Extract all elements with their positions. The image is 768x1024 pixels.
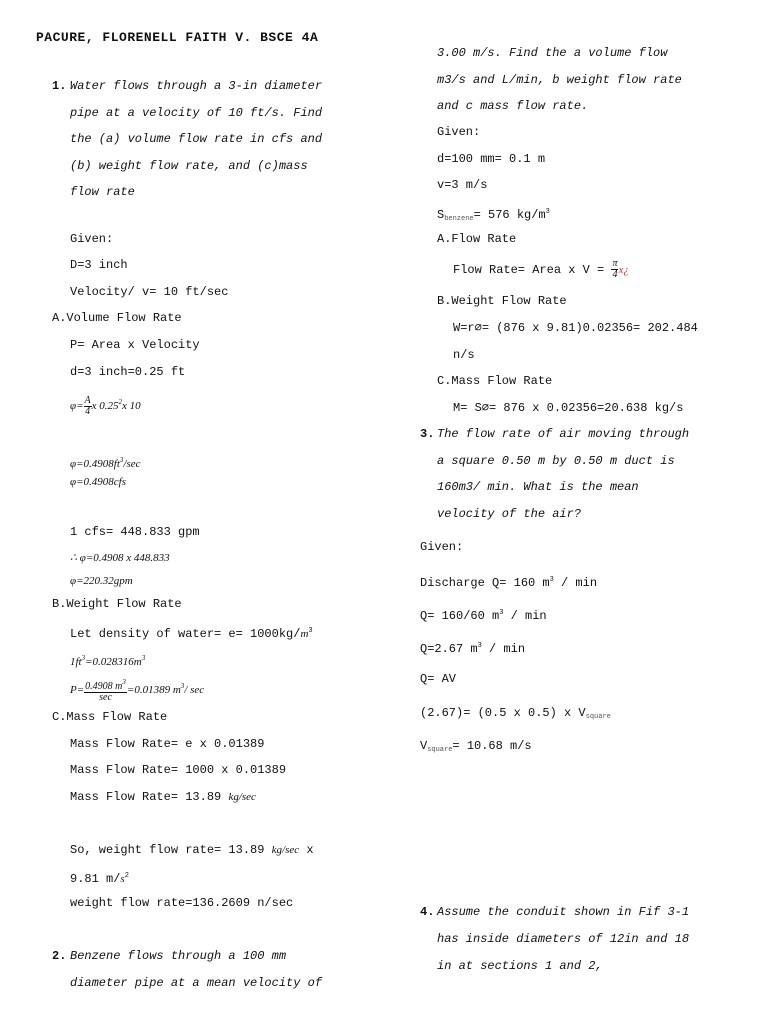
- s-exponent: 3: [545, 208, 550, 216]
- given-label: Given:: [420, 540, 464, 554]
- equation-ft3: [70, 650, 145, 670]
- problem-1-line: the (a) volume flow rate in cfs and: [70, 132, 323, 146]
- velocity-symbol: V: [420, 739, 428, 753]
- eq-term: =0.01389 m: [126, 684, 181, 696]
- discharge-text: Q=2.67 m: [420, 642, 478, 656]
- density-text: Let density of water= e= 1000kg/: [70, 627, 301, 641]
- given-velocity: v=3 m/s: [437, 178, 488, 192]
- summary-text: So, weight flow rate= 13.89: [70, 843, 265, 857]
- weight-flow-unit: n/s: [453, 348, 475, 362]
- s-symbol: S: [437, 208, 445, 222]
- velocity-equation: [420, 705, 611, 725]
- conversion-line: 1 cfs= 448.833 gpm: [70, 525, 200, 539]
- fraction-numerator: A: [84, 394, 91, 406]
- equation-gpm: φ=220.32gpm: [70, 575, 133, 587]
- part-c-title: C.Mass Flow Rate: [437, 374, 553, 388]
- eq-exponent: 2: [118, 398, 123, 406]
- fraction-denominator: 4: [612, 269, 618, 281]
- summary-text: 9.81 m/: [70, 872, 121, 886]
- problem-2-line: Benzene flows through a 100 mm: [70, 949, 287, 963]
- discharge-unit: / min: [481, 642, 526, 656]
- eq-lhs: φ=: [70, 400, 84, 412]
- velocity-value: = 10.68 m/s: [452, 739, 532, 753]
- part-b-title: B.Weight Flow Rate: [437, 294, 567, 308]
- given-diameter: d=100 mm= 0.1 m: [437, 152, 546, 166]
- part-c-line: Mass Flow Rate= 1000 x 0.01389: [70, 763, 287, 777]
- equation-result-cfs: φ=0.4908cfs: [70, 476, 126, 488]
- part-a-title: A.Flow Rate: [437, 232, 517, 246]
- eq-unit: ft: [113, 458, 120, 470]
- eq-fraction: [84, 396, 92, 417]
- part-b-density: [70, 623, 313, 642]
- mass-flow-equation: M= S∅= 876 x 0.02356=20.638 kg/s: [453, 401, 684, 415]
- problem-4-line: Assume the conduit shown in Fif 3-1: [437, 905, 690, 919]
- mass-flow-unit: kg/sec: [228, 791, 256, 803]
- eq-term: x 0.25: [91, 400, 119, 412]
- discharge-unit: / min: [553, 576, 598, 590]
- s-value: = 576 kg/m: [473, 208, 546, 222]
- eq-term: 1ft: [70, 656, 82, 668]
- flow-rate-equation: [453, 256, 629, 284]
- continuity-equation: Q= AV: [420, 672, 457, 686]
- eq-value: φ=0.4908: [70, 458, 114, 470]
- eq-exponent: 3: [180, 682, 185, 690]
- part-b-title: B.Weight Flow Rate: [52, 597, 182, 611]
- summary-unit: s: [120, 873, 125, 885]
- weight-flow-equation: W=r∅= (876 x 9.81)0.02356= 202.484: [453, 321, 698, 335]
- given-specific-weight: [437, 204, 550, 227]
- given-label: Given:: [437, 125, 481, 139]
- eq-exponent: 3: [119, 456, 124, 464]
- discharge-text: Q= 160/60 m: [420, 609, 500, 623]
- problem-1-line: (b) weight flow rate, and (c)mass: [70, 159, 308, 173]
- problem-3-line: 160m3/ min. What is the mean: [437, 480, 639, 494]
- fraction-numerator: [84, 677, 127, 693]
- given-diameter: D=3 inch: [70, 258, 128, 272]
- problem-4-line: has inside diameters of 12in and 18: [437, 932, 690, 946]
- equation-result: [70, 452, 141, 472]
- problem-2-continued-line: and c mass flow rate.: [437, 99, 589, 113]
- discharge-exponent: 3: [549, 576, 554, 584]
- equation-conversion: ∴ φ=0.4908 x 448.833: [70, 552, 170, 564]
- summary-unit: kg/sec: [271, 844, 300, 856]
- s-subscript: benzene: [444, 215, 474, 223]
- part-c-title: C.Mass Flow Rate: [52, 710, 168, 724]
- equation-flow-m3: [70, 672, 204, 704]
- eq-lhs: P=: [70, 684, 85, 696]
- part-a-line: d=3 inch=0.25 ft: [70, 365, 186, 379]
- part-c-line: [70, 789, 256, 805]
- discharge-line: [420, 638, 525, 657]
- eq-term: x¿: [618, 264, 629, 276]
- mass-flow-value: Mass Flow Rate= 13.89: [70, 790, 222, 804]
- problem-1-line: flow rate: [70, 185, 135, 199]
- part-a-title: A.Volume Flow Rate: [52, 311, 182, 325]
- eq-exponent: 3: [141, 654, 146, 662]
- eq-exponent: 3: [81, 654, 86, 662]
- flow-rate-text: Flow Rate= Area x V =: [453, 263, 612, 277]
- numerator-value: 0.4908 m: [85, 681, 123, 693]
- eq-unit: / sec: [184, 684, 205, 696]
- problem-3-number: 3.: [420, 427, 435, 441]
- eq-exponent: 3: [122, 678, 126, 687]
- discharge-text: Discharge Q= 160 m: [420, 576, 550, 590]
- discharge-exponent: 3: [499, 609, 504, 617]
- discharge-exponent: 3: [477, 642, 482, 650]
- density-exponent: 3: [308, 627, 313, 635]
- problem-3-line: a square 0.50 m by 0.50 m duct is: [437, 454, 675, 468]
- given-velocity: Velocity/ v= 10 ft/sec: [70, 285, 229, 299]
- equation-volume-flow: [70, 388, 141, 420]
- problem-4-line: in at sections 1 and 2,: [437, 959, 603, 973]
- fraction-numerator: π: [612, 258, 618, 270]
- summary-text: x: [299, 843, 314, 857]
- summary-line: [70, 842, 314, 858]
- problem-1-line: pipe at a velocity of 10 ft/s. Find: [70, 106, 323, 120]
- discharge-unit: / min: [503, 609, 547, 623]
- problem-2-line: diameter pipe at a mean velocity of: [70, 976, 323, 990]
- part-c-line: Mass Flow Rate= e x 0.01389: [70, 737, 265, 751]
- eq-fraction: [84, 677, 127, 703]
- eq-term: =0.028316m: [85, 656, 142, 668]
- velocity-subscript: square: [427, 746, 453, 754]
- velocity-result: [420, 738, 532, 758]
- given-label: Given:: [70, 232, 114, 246]
- density-unit: m: [300, 628, 309, 640]
- problem-3-line: velocity of the air?: [437, 507, 582, 521]
- problem-4-number: 4.: [420, 905, 435, 919]
- eq-unit: /sec: [123, 458, 141, 470]
- summary-result: weight flow rate=136.2609 n/sec: [70, 896, 294, 910]
- part-a-line: P= Area x Velocity: [70, 338, 200, 352]
- velocity-subscript: square: [585, 713, 611, 721]
- eq-term: x 10: [122, 400, 141, 412]
- problem-1-number: 1.: [52, 79, 67, 93]
- velocity-text: (2.67)= (0.5 x 0.5) x V: [420, 706, 586, 720]
- problem-1-line: Water flows through a 3-in diameter: [70, 79, 323, 93]
- summary-exponent: 2: [124, 872, 129, 880]
- fraction-denominator: sec: [99, 692, 112, 704]
- fraction-denominator: 4: [85, 405, 91, 417]
- discharge-line: [420, 605, 547, 624]
- problem-2-continued-line: m3/s and L/min, b weight flow rate: [437, 73, 682, 87]
- summary-line: [70, 868, 129, 887]
- problem-2-continued-line: 3.00 m/s. Find the a volume flow: [437, 46, 668, 60]
- page-header: PACURE, FLORENELL FAITH V. BSCE 4A: [36, 30, 319, 45]
- problem-2-number: 2.: [52, 949, 67, 963]
- discharge-line: [420, 572, 597, 591]
- problem-3-line: The flow rate of air moving through: [437, 427, 690, 441]
